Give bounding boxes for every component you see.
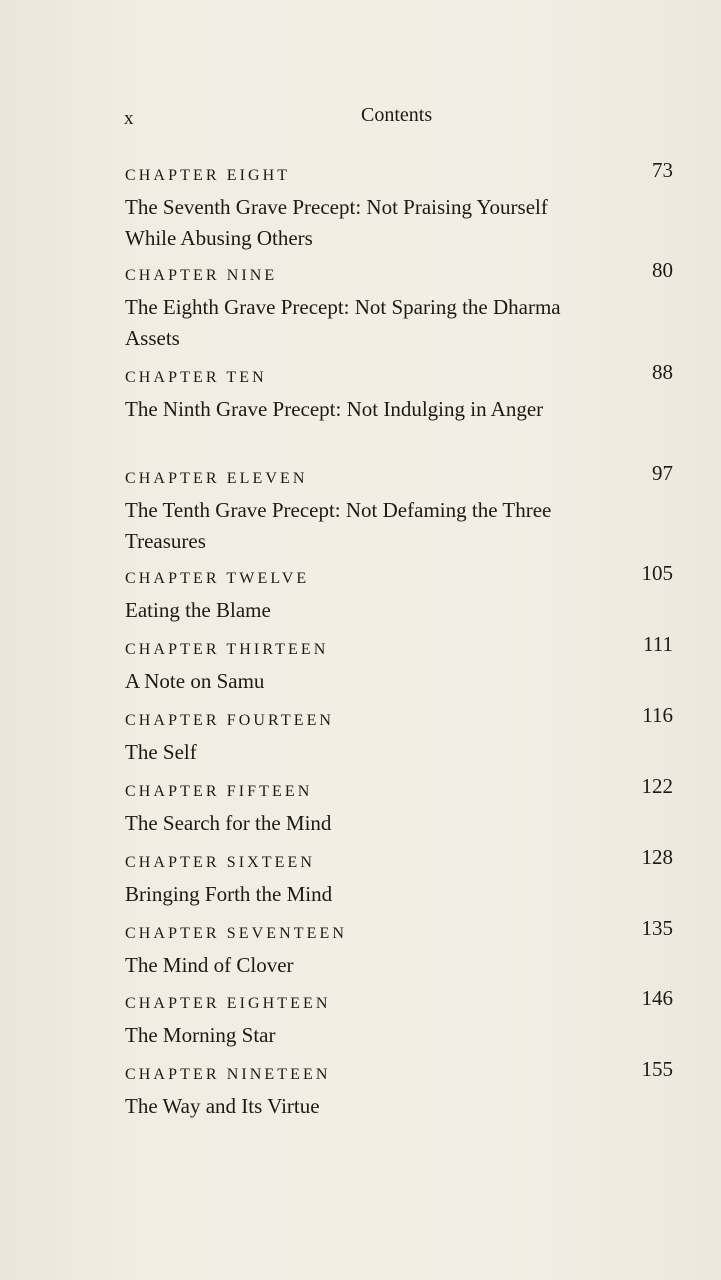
chapter-label: CHAPTER TEN (125, 369, 267, 386)
chapter-title: Bringing Forth the Mind (125, 882, 333, 906)
toc-entry (125, 561, 673, 626)
chapter-title: Eating the Blame (125, 598, 271, 622)
toc-entry (125, 632, 673, 697)
chapter-title: The Mind of Clover (125, 953, 294, 977)
chapter-label: CHAPTER TWELVE (125, 570, 310, 587)
page-number: 73 (652, 158, 673, 182)
chapter-label: CHAPTER NINE (125, 267, 278, 284)
toc-entry (125, 703, 673, 768)
page-number: 146 (641, 986, 673, 1010)
chapter-title: The Search for the Mind (125, 811, 332, 835)
running-head: Contents (361, 104, 433, 126)
page-number: 135 (641, 916, 673, 940)
chapter-label: CHAPTER EIGHT (125, 167, 291, 184)
chapter-title: The Tenth Grave Precept: Not Defaming the Three Treasures (125, 498, 552, 553)
toc-entry (125, 986, 673, 1051)
toc-entry (125, 916, 673, 981)
chapter-title: The Seventh Grave Precept: Not Praising Yourself While Abusing Others (125, 195, 548, 250)
chapter-label: CHAPTER EIGHTEEN (125, 995, 331, 1012)
page-number: 97 (652, 461, 673, 485)
toc-entry (125, 845, 673, 910)
chapter-title: The Eighth Grave Precept: Not Sparing the Dharma Assets (125, 295, 561, 350)
chapter-title: The Self (125, 740, 197, 764)
chapter-label: CHAPTER NINETEEN (125, 1066, 331, 1083)
page-number: 80 (652, 258, 673, 282)
page-number: 111 (643, 632, 673, 656)
page-folio: x (124, 108, 134, 129)
chapter-title: The Morning Star (125, 1023, 276, 1047)
page-number: 128 (641, 845, 673, 869)
toc-entry (125, 258, 673, 354)
page-number: 88 (652, 360, 673, 384)
chapter-label: CHAPTER SIXTEEN (125, 854, 316, 871)
chapter-title: The Way and Its Virtue (125, 1094, 320, 1118)
chapter-label: CHAPTER FIFTEEN (125, 783, 313, 800)
page-number: 105 (641, 561, 673, 585)
page-number: 155 (641, 1057, 673, 1081)
chapter-label: CHAPTER SEVENTEEN (125, 925, 348, 942)
page-header (0, 104, 721, 134)
toc-entry (125, 774, 673, 839)
page-number: 122 (641, 774, 673, 798)
chapter-title: A Note on Samu (125, 669, 265, 693)
chapter-label: CHAPTER FOURTEEN (125, 712, 335, 729)
toc-entry (125, 461, 673, 557)
toc-entry (125, 1057, 673, 1122)
toc-entry (125, 360, 673, 425)
chapter-title: The Ninth Grave Precept: Not Indulging in Anger (125, 397, 544, 421)
chapter-label: CHAPTER THIRTEEN (125, 641, 329, 658)
page-number: 116 (642, 703, 673, 727)
toc-entry (125, 158, 673, 254)
chapter-label: CHAPTER ELEVEN (125, 470, 308, 487)
